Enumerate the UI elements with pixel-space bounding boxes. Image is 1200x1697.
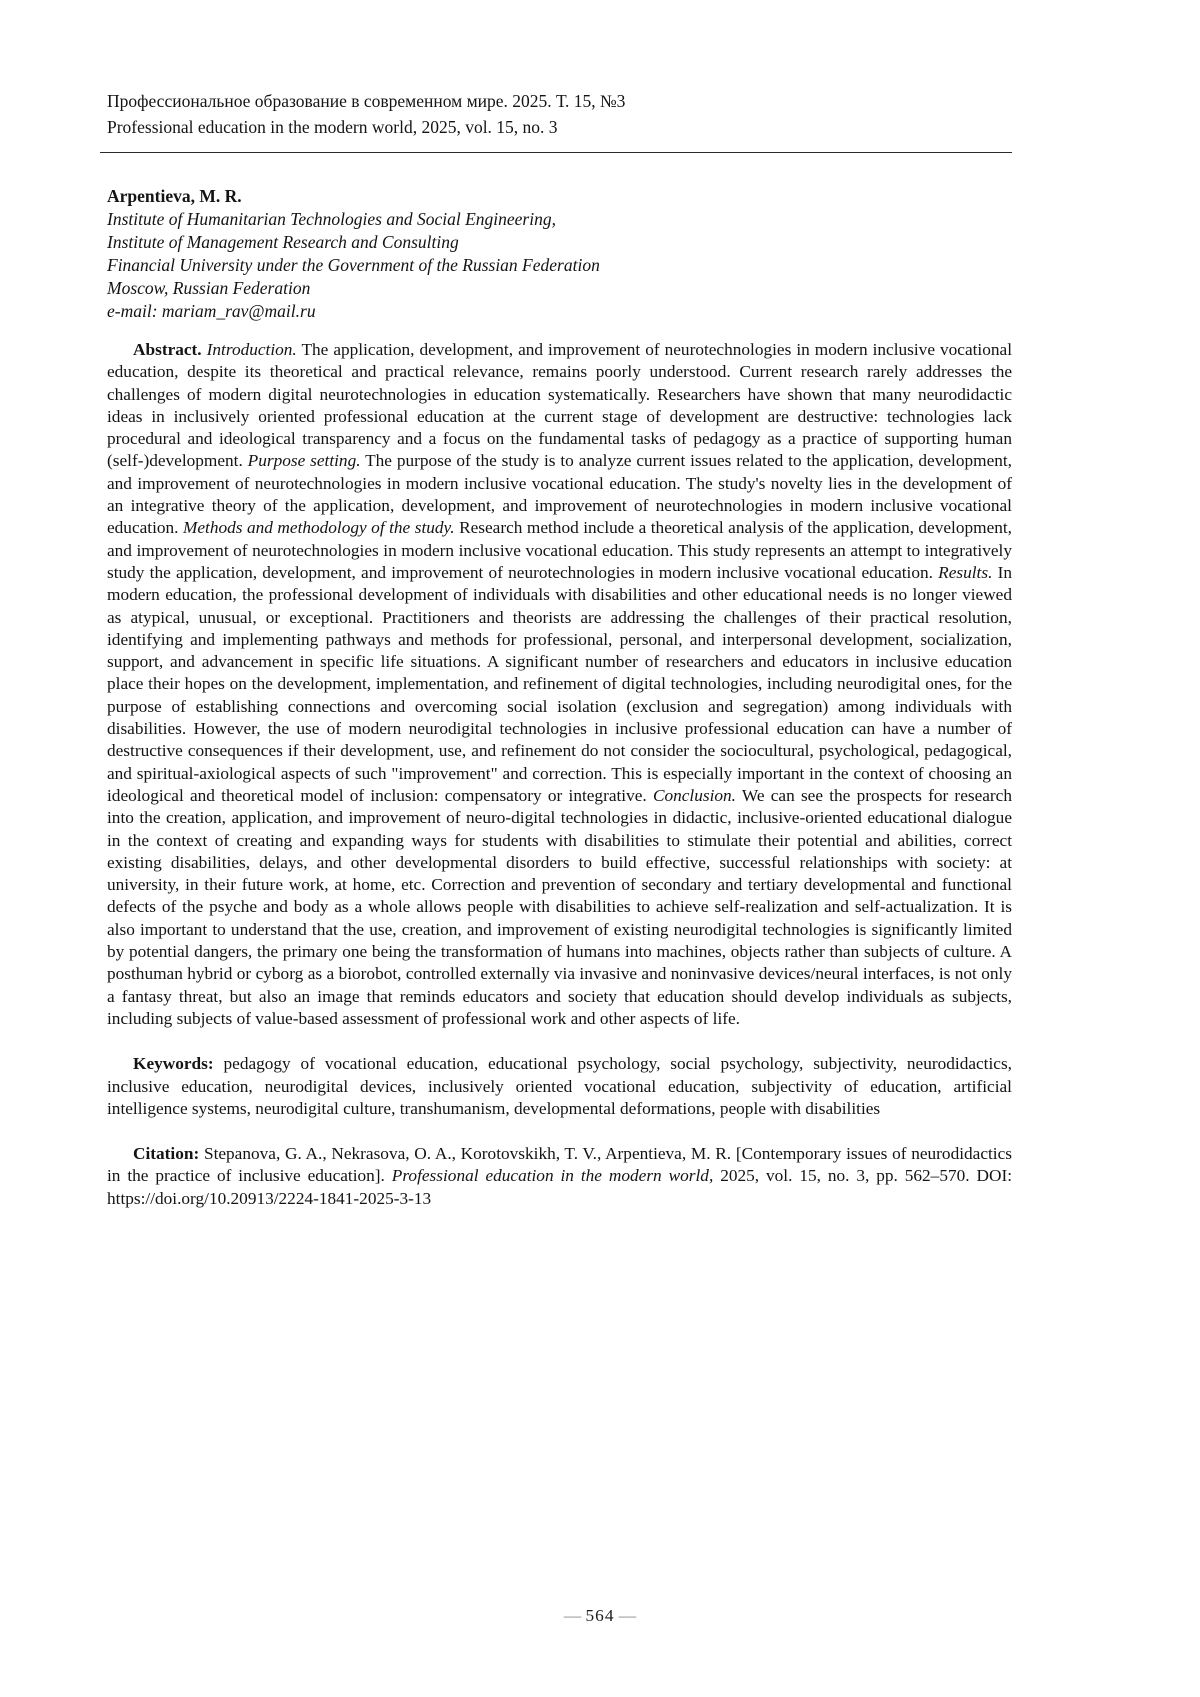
citation-volume-doi: 2025, vol. 15, no. 3, pp. 562–570. DOI: https://doi.org/10.20913/2224-1841-2025-3-13 [107, 1166, 1013, 1208]
page-number: 564 [585, 1606, 615, 1625]
page-number-footer [0, 1606, 1200, 1626]
abstract-section-conclusion: Conclusion. [646, 785, 737, 805]
citation-label: Citation: [133, 1144, 200, 1164]
keywords-paragraph [107, 1053, 1012, 1120]
page-number-dash-right: — [618, 1606, 637, 1625]
author-block [107, 185, 1012, 323]
abstract-text-purpose: The purpose of the study is to analyze current issues related to the application, development, and improvement of neurotechnologies in modern inclusive vocational education. The study's novelty lies in the development of an integrative theory of the application, development, and improvement of neurotechnologies in modern inclusive vocational education. [107, 451, 1012, 538]
author-email: e-mail: mariam_rav@mail.ru [107, 301, 316, 321]
author-affiliation-3: Financial University under the Government of the Russian Federation [107, 255, 600, 275]
abstract-label: Abstract. [133, 340, 202, 359]
abstract-text-conclusion: We can see the prospects for research into the creation, application, and improvement of neuro-digital technologies in didactic, inclusive-oriented educational dialogue in the context of creating and expanding ways for students with disabilities to stimulate their potential and abilities, correct existing disabilities, delays, and other developmental disorders to build effective, successful relationships with society: at university, in their future work, at home, etc. Correction and prevention of secondary and tertiary developmental and functional defects of the psyche and body as a whole allows people with disabilities to achieve self-realization and self-actualization. It is also important to understand that the use, creation, and improvement of existing neurodigital technologies is significantly limited by potential dangers, the primary one being the transformation of humans into machines, objects rather than subjects of culture. A posthuman hybrid or cyborg as a biorobot, controlled externally via invasive and noninvasive devices/neural interfaces, is not only a fantasy threat, but also an image that reminds educators and society that education should develop individuals as subjects, including subjects of value-based assessment of professional work and other aspects of life. [107, 785, 1012, 1028]
author-location: Moscow, Russian Federation [107, 278, 311, 298]
page-content [107, 0, 1012, 1210]
citation-journal-name: Professional education in the modern world, [391, 1166, 714, 1186]
journal-title-en: Professional education in the modern world, 2025, vol. 15, no. 3 [107, 117, 558, 137]
abstract-section-purpose: Purpose setting. [242, 451, 361, 471]
author-name: Arpentieva, M. R. [107, 186, 242, 206]
author-affiliation-2: Institute of Management Research and Consulting [107, 232, 459, 252]
abstract-text-methods: Research method include a theoretical analysis of the application, development, and improvement of neurotechnologies in modern inclusive vocational education. This study represents an attempt to integratively study the application, development, and improvement of neurotechnologies in modern inclusive vocational education. [107, 518, 1012, 582]
abstract-section-results: Results. [932, 562, 993, 582]
abstract-paragraph [107, 339, 1012, 1030]
page-number-dash-left: — [563, 1606, 582, 1625]
citation-paragraph [107, 1143, 1012, 1210]
abstract-text-introduction: The application, development, and improvement of neurotechnologies in modern inclusive vocational education, despite its theoretical and practical relevance, remains poorly understood. Current research rarely addresses the challenges of modern digital neurotechnologies in education systematically. Researchers have shown that many neurodidactic ideas in inclusively oriented professional education at the current stage of development are destructive: technologies lack procedural and ideological transparency and a focus on the fundamental tasks of pedagogy as a practice of supporting human (self-)development. [107, 340, 1012, 471]
author-affiliation-1: Institute of Humanitarian Technologies and Social Engineering, [107, 209, 556, 229]
journal-title-ru: Профессиональное образование в современном мире. 2025. Т. 15, №3 [107, 91, 626, 111]
keywords-text: pedagogy of vocational education, educational psychology, social psychology, subjectivity, neurodidactics, inclusive education, neurodigital devices, inclusively oriented vocational education, subjectivity of education, artificial intelligence systems, neurodigital culture, transhumanism, developmental deformations, people with disabilities [107, 1054, 1012, 1118]
citation-authors-title: Stepanova, G. A., Nekrasova, O. A., Korotovskikh, T. V., Arpentieva, M. R. [Contemporary issues of neurodidactics in the practice of inclusive education]. [107, 1144, 1012, 1186]
abstract-section-introduction: Introduction. [201, 340, 297, 359]
keywords-label: Keywords: [133, 1054, 214, 1074]
journal-header [107, 88, 1012, 140]
header-divider [100, 152, 1012, 153]
abstract-text-results: In modern education, the professional development of individuals with disabilities and other educational needs is no longer viewed as atypical, unusual, or exceptional. Practitioners and theorists are addressing the challenges of their practical resolution, identifying and implementing pathways and methods for professional, personal, and interpersonal development, socialization, support, and advancement in specific life situations. A significant number of researchers and educators in inclusive education place their hopes on the development, implementation, and refinement of digital technologies, including neurodigital ones, for the purpose of establishing connections and overcoming social isolation (exclusion and segregation) among individuals with disabilities. However, the use of modern neurodigital technologies in inclusive professional education can have a number of destructive consequences if their development, use, and refinement do not consider the sociocultural, psychological, pedagogical, and spiritual-axiological aspects of such "improvement" and correction. This is especially important in the context of choosing an ideological and theoretical model of inclusion: compensatory or integrative. [107, 562, 1013, 805]
abstract-section-methods: Methods and methodology of the study. [178, 518, 455, 538]
